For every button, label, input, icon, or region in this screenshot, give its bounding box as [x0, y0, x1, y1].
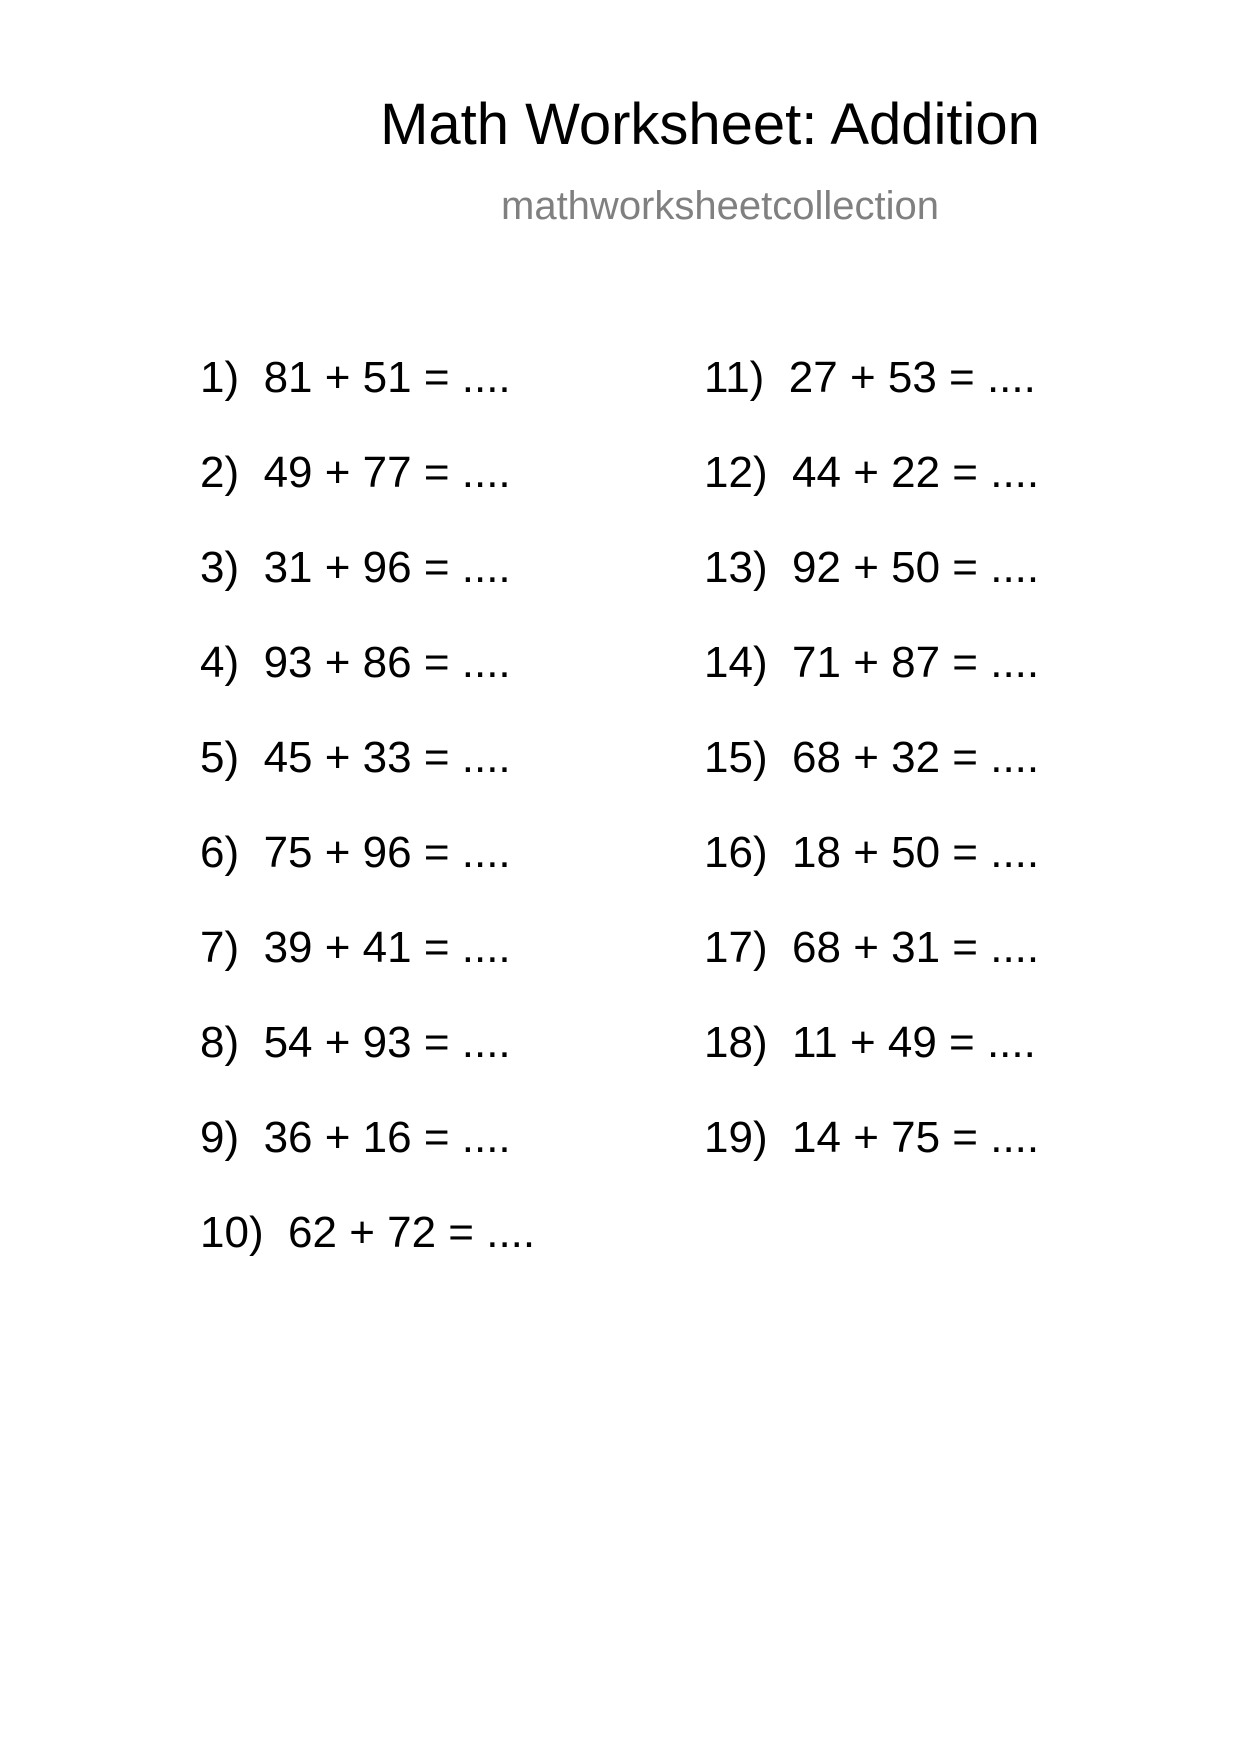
- problem-item: 13) 92 + 50 = ....: [704, 543, 1040, 592]
- problem-item: 19) 14 + 75 = ....: [704, 1113, 1040, 1162]
- problem-item: 9) 36 + 16 = ....: [200, 1113, 511, 1162]
- problem-item: 8) 54 + 93 = ....: [200, 1018, 511, 1067]
- problem-item: 2) 49 + 77 = ....: [200, 448, 511, 497]
- problem-item: 18) 11 + 49 = ....: [704, 1018, 1036, 1067]
- problem-item: 11) 27 + 53 = ....: [704, 353, 1036, 402]
- problem-item: 4) 93 + 86 = ....: [200, 638, 511, 687]
- problem-item: 16) 18 + 50 = ....: [704, 828, 1040, 877]
- worksheet-title: Math Worksheet: Addition: [380, 92, 1040, 157]
- problem-item: 7) 39 + 41 = ....: [200, 923, 511, 972]
- problem-item: 17) 68 + 31 = ....: [704, 923, 1040, 972]
- problem-item: 5) 45 + 33 = ....: [200, 733, 511, 782]
- problem-item: 10) 62 + 72 = ....: [200, 1208, 536, 1257]
- problem-item: 14) 71 + 87 = ....: [704, 638, 1040, 687]
- problem-item: 3) 31 + 96 = ....: [200, 543, 511, 592]
- problem-item: 12) 44 + 22 = ....: [704, 448, 1040, 497]
- problem-item: 15) 68 + 32 = ....: [704, 733, 1040, 782]
- problem-item: 1) 81 + 51 = ....: [200, 353, 511, 402]
- worksheet-subtitle: mathworksheetcollection: [501, 184, 939, 228]
- problem-item: 6) 75 + 96 = ....: [200, 828, 511, 877]
